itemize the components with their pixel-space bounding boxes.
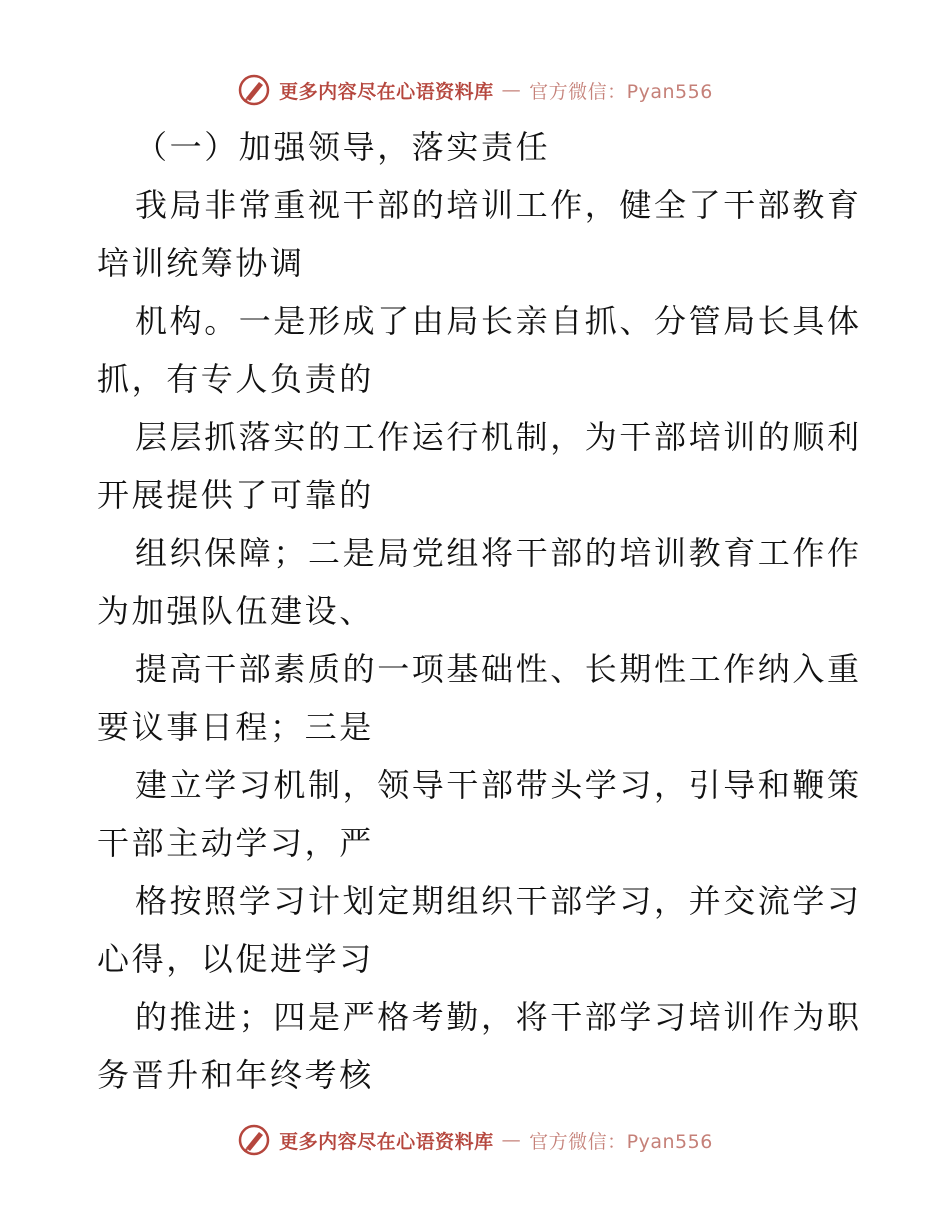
text-line: 提高干部素质的一项基础性、长期性工作纳入重 xyxy=(135,650,862,688)
watermark-contact-text: 官方微信：Pyan556 xyxy=(529,1130,713,1153)
pen-circle-logo-icon xyxy=(237,73,271,107)
text-line: 我局非常重视干部的培训工作，健全了干部教育 xyxy=(135,186,862,224)
section-heading: （一）加强领导，落实责任 xyxy=(135,128,551,166)
text-line: 干部主动学习，严 xyxy=(97,824,374,862)
document-body xyxy=(97,118,862,1104)
text-line: 组织保障；二是局党组将干部的培训教育工作作 xyxy=(135,534,862,572)
text-line: 抓，有专人负责的 xyxy=(97,360,374,398)
text-line: 建立学习机制，领导干部带头学习，引导和鞭策 xyxy=(135,766,862,804)
text-line: 格按照学习计划定期组织干部学习，并交流学习 xyxy=(135,882,862,920)
watermark-main-text: 更多内容尽在心语资料库 xyxy=(279,1130,494,1153)
text-line: 培训统筹协调 xyxy=(97,244,305,282)
text-line: 务晋升和年终考核 xyxy=(97,1056,374,1094)
header-watermark xyxy=(0,70,950,110)
watermark-separator: — xyxy=(501,79,522,101)
text-line: 层层抓落实的工作运行机制，为干部培训的顺利 xyxy=(135,418,862,456)
text-line: 为加强队伍建设、 xyxy=(97,592,374,630)
pen-circle-logo-icon xyxy=(237,1123,271,1157)
watermark-separator: — xyxy=(501,1129,522,1151)
text-line: 要议事日程；三是 xyxy=(97,708,374,746)
text-line: 开展提供了可靠的 xyxy=(97,476,374,514)
footer-watermark xyxy=(0,1120,950,1160)
text-line: 心得，以促进学习 xyxy=(97,940,374,978)
watermark-contact-text: 官方微信：Pyan556 xyxy=(529,80,713,103)
text-line: 机构。一是形成了由局长亲自抓、分管局长具体 xyxy=(135,302,862,340)
watermark-main-text: 更多内容尽在心语资料库 xyxy=(279,80,494,103)
text-line: 的推进；四是严格考勤，将干部学习培训作为职 xyxy=(135,998,862,1036)
